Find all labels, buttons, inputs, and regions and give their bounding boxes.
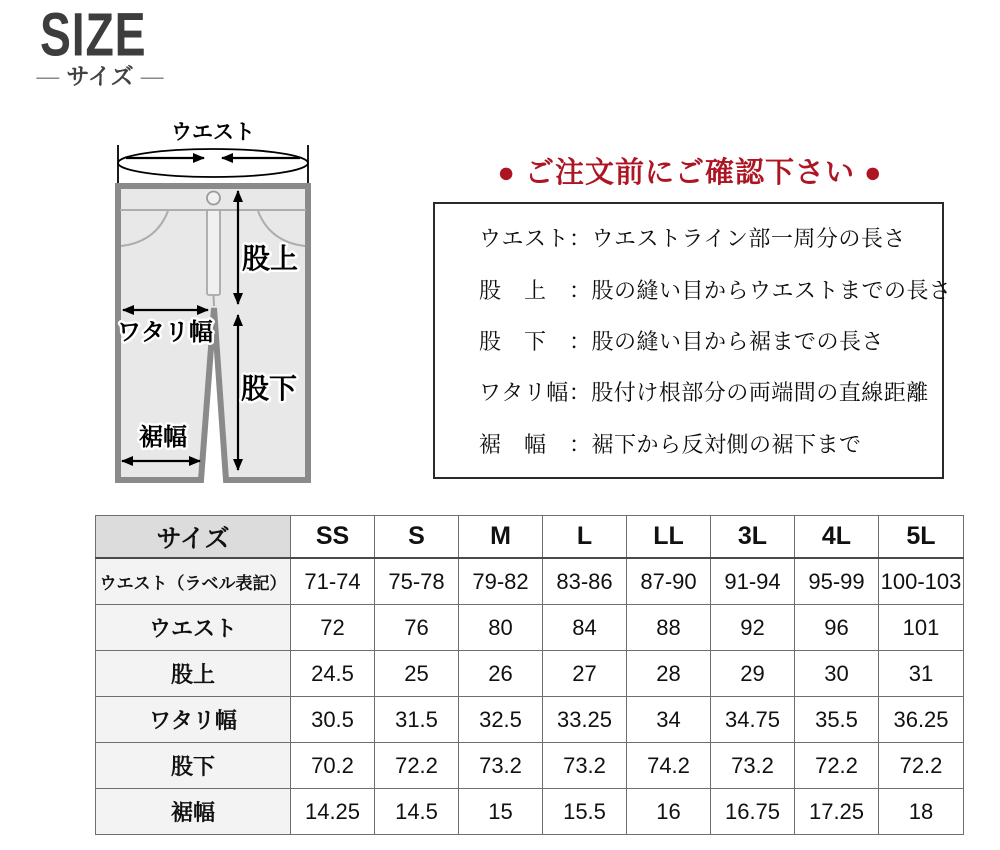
cell: 29 xyxy=(711,651,795,697)
fly-crotch-line xyxy=(214,295,215,306)
cell: 76 xyxy=(375,605,459,651)
cell: 73.2 xyxy=(711,743,795,789)
cell: 31.5 xyxy=(375,697,459,743)
cell: 14.25 xyxy=(291,789,375,835)
definition-line-hem: 裾 幅 ：裾下から反対側の裾下まで xyxy=(479,431,862,457)
cell: 72 xyxy=(291,605,375,651)
size-table xyxy=(95,515,964,835)
page-subtitle xyxy=(5,58,195,91)
cell: 34 xyxy=(627,697,711,743)
header-col-l: L xyxy=(543,516,627,559)
cell: 96 xyxy=(795,605,879,651)
cell: 32.5 xyxy=(459,697,543,743)
table-row-thigh xyxy=(96,697,964,743)
cell: 30.5 xyxy=(291,697,375,743)
cell: 73.2 xyxy=(459,743,543,789)
fly xyxy=(207,210,220,295)
pants-measurement-diagram xyxy=(108,112,320,490)
row-label: 裾幅 xyxy=(96,789,291,835)
cell: 34.75 xyxy=(711,697,795,743)
header-col-4l: 4L xyxy=(795,516,879,559)
subtitle-text: サイズ xyxy=(66,63,134,89)
subtitle-left-dash: — xyxy=(36,63,60,89)
hem-width-label: 裾幅 xyxy=(139,424,187,451)
inseam-label: 股下 xyxy=(240,373,298,404)
cell: 14.5 xyxy=(375,789,459,835)
rise-label: 股上 xyxy=(241,243,299,274)
cell: 18 xyxy=(879,789,964,835)
cell: 28 xyxy=(627,651,711,697)
cell: 72.2 xyxy=(375,743,459,789)
cell: 87-90 xyxy=(627,558,711,605)
table-row-inseam xyxy=(96,743,964,789)
cell: 31 xyxy=(879,651,964,697)
cell: 80 xyxy=(459,605,543,651)
header-col-ss: SS xyxy=(291,516,375,559)
row-label: 股下 xyxy=(96,743,291,789)
cell: 27 xyxy=(543,651,627,697)
definition-line-waist: ウエスト：ウエストライン部一周分の長さ xyxy=(479,226,906,252)
table-row-waist-label xyxy=(96,558,964,605)
header-col-ll: LL xyxy=(627,516,711,559)
cell: 84 xyxy=(543,605,627,651)
cell: 73.2 xyxy=(543,743,627,789)
cell: 17.25 xyxy=(795,789,879,835)
button xyxy=(207,192,220,205)
waist-ellipse xyxy=(118,149,308,177)
table-row-rise xyxy=(96,651,964,697)
cell: 95-99 xyxy=(795,558,879,605)
cell: 36.25 xyxy=(879,697,964,743)
cell: 101 xyxy=(879,605,964,651)
cell: 92 xyxy=(711,605,795,651)
cell: 15.5 xyxy=(543,789,627,835)
cell: 33.25 xyxy=(543,697,627,743)
cell: 72.2 xyxy=(879,743,964,789)
cell: 72.2 xyxy=(795,743,879,789)
thigh-width-label: ワタリ幅 xyxy=(117,319,213,346)
notice-heading: ● ご注文前にご確認下さい ● xyxy=(497,157,883,189)
cell: 25 xyxy=(375,651,459,697)
cell: 35.5 xyxy=(795,697,879,743)
cell: 91-94 xyxy=(711,558,795,605)
cell: 26 xyxy=(459,651,543,697)
row-label: 股上 xyxy=(96,651,291,697)
cell: 100-103 xyxy=(879,558,964,605)
cell: 16.75 xyxy=(711,789,795,835)
subtitle-right-dash: — xyxy=(140,63,164,89)
cell: 70.2 xyxy=(291,743,375,789)
cell: 74.2 xyxy=(627,743,711,789)
cell: 88 xyxy=(627,605,711,651)
cell: 79-82 xyxy=(459,558,543,605)
cell: 83-86 xyxy=(543,558,627,605)
cell: 16 xyxy=(627,789,711,835)
page-title: SIZE xyxy=(40,1,147,70)
waist-label: ウエスト xyxy=(171,121,255,144)
cell: 71-74 xyxy=(291,558,375,605)
cell: 24.5 xyxy=(291,651,375,697)
row-label: ワタリ幅 xyxy=(96,697,291,743)
cell: 75-78 xyxy=(375,558,459,605)
header-size-label: サイズ xyxy=(96,516,291,559)
table-row-waist xyxy=(96,605,964,651)
definitions-box xyxy=(433,202,952,479)
header-col-5l: 5L xyxy=(879,516,964,559)
cell: 15 xyxy=(459,789,543,835)
cell: 30 xyxy=(795,651,879,697)
row-label: ウエスト xyxy=(96,605,291,651)
header-col-m: M xyxy=(459,516,543,559)
table-header-row xyxy=(96,516,964,559)
definition-line-thigh: ワタリ幅：股付け根部分の両端間の直線距離 xyxy=(479,380,929,406)
header-col-3l: 3L xyxy=(711,516,795,559)
table-row-hem xyxy=(96,789,964,835)
definition-line-inseam: 股 下 ：股の縫い目から裾までの長さ xyxy=(479,328,885,354)
header-col-s: S xyxy=(375,516,459,559)
row-label: ウエスト（ラベル表記） xyxy=(96,558,291,605)
definition-line-rise: 股 上 ：股の縫い目からウエストまでの長さ xyxy=(479,277,952,303)
